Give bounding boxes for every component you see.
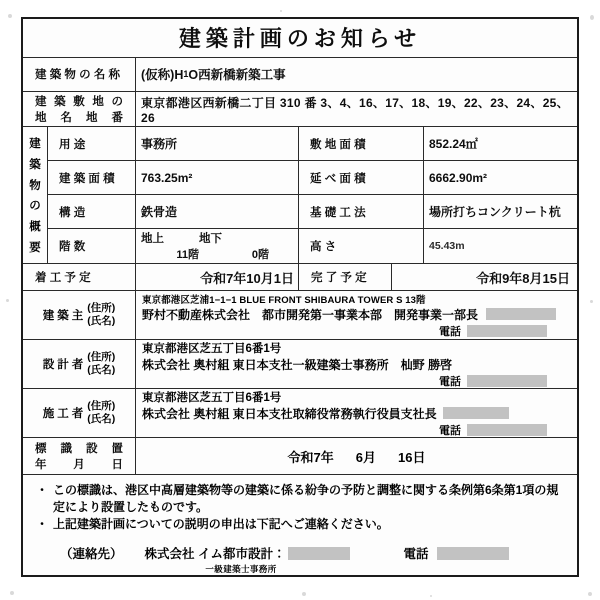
contact-org-main — [145, 544, 350, 562]
structure-label — [48, 195, 136, 228]
label-char: 物 — [29, 179, 41, 192]
designer-label — [23, 340, 136, 388]
label-char: 法 — [354, 206, 366, 219]
label-char: 定 — [355, 272, 367, 285]
label-char: 工 — [49, 272, 62, 285]
label-char: 積 — [354, 138, 366, 151]
tel-label: 電話 — [403, 547, 429, 561]
site-address-label — [23, 92, 136, 126]
building-name-superscript: 1 — [183, 69, 189, 80]
builder-tel — [142, 323, 571, 339]
sign-date-label-line1 — [28, 440, 130, 456]
use-value: 事務所 — [136, 127, 299, 160]
sign-date-day: 16日 — [398, 449, 426, 465]
label-char: 設 — [86, 443, 98, 456]
label-char: 物 — [64, 69, 76, 82]
start-date-value: 令和7年10月1日 — [136, 264, 299, 290]
label-char: 年 — [35, 459, 47, 472]
label-char: 日 — [111, 459, 123, 472]
label-char: 積 — [354, 172, 366, 185]
site-address-label-line2 — [28, 109, 130, 125]
name-kind-label: (氏名) — [87, 364, 116, 377]
sign-date-month: 6月 — [355, 449, 376, 465]
builder-body — [136, 291, 577, 339]
builder-address: 東京都港区芝浦1−1−1 BLUE FRONT SHIBAURA TOWER S 13階 — [142, 294, 426, 306]
designer-body — [136, 340, 577, 388]
sign-install-date-row — [23, 438, 577, 475]
sign-date-year: 令和7年 — [287, 449, 334, 465]
page-title: 建築計画のお知らせ — [178, 26, 422, 52]
address-kind-label: (住所) — [87, 301, 116, 314]
label-char: 要 — [29, 242, 41, 255]
total-floor-area-value: 6662.90m² — [429, 170, 488, 185]
use-and-site-area-row — [48, 127, 577, 161]
contractor-name-text: 株式会社 奥村組 東日本支社取締役常務執行役員支社長 — [142, 406, 437, 421]
building-outline-side-label — [23, 127, 48, 263]
label-char: 予 — [340, 272, 352, 285]
contact-organization — [145, 544, 350, 575]
tel-label: 電話 — [439, 375, 461, 388]
name-kind-label: (氏名) — [87, 413, 116, 426]
below-ground-label: 地下 — [199, 233, 222, 246]
builder-label — [23, 291, 136, 339]
label-char: 完 — [311, 272, 323, 285]
builder-name — [142, 306, 571, 323]
site-address-value: 東京都港区西新橋二丁目 310 番 3、4、16、17、18、19、22、23、24、25、26 — [141, 95, 569, 125]
designer-name-text: 株式会社 奥村組 東日本支社一級建築士事務所 杣野 勝啓 — [142, 357, 453, 372]
above-ground-label: 地上 — [141, 233, 164, 246]
label-char: 敷 — [310, 138, 322, 151]
designer-label-text: 設計者 — [42, 359, 87, 372]
contact-org-redaction — [288, 547, 350, 560]
contractor-row — [23, 389, 577, 438]
label-char: 地 — [324, 138, 337, 151]
label-char: 地 — [86, 112, 98, 125]
scan-speck — [590, 300, 593, 303]
label-char: 定 — [79, 272, 91, 285]
designer-name — [142, 356, 571, 373]
label-char: 称 — [108, 69, 121, 82]
label-char: 構 — [59, 206, 71, 219]
designer-address: 東京都港区芝五丁目6番1号 — [142, 342, 282, 355]
structure-value: 鉄骨造 — [136, 195, 299, 228]
builder-row — [23, 291, 577, 340]
scan-speck — [280, 10, 282, 12]
name-kind-label: (氏名) — [87, 315, 116, 328]
label-char: 敷 — [73, 96, 85, 109]
floors-label — [48, 229, 136, 263]
label-char: さ — [324, 241, 337, 254]
site-address-row — [23, 92, 577, 127]
above-ground-value: 11階 — [176, 249, 199, 262]
label-char: 概 — [29, 221, 41, 234]
scan-speck — [8, 14, 12, 18]
notes-section — [23, 475, 577, 575]
building-area-row — [48, 161, 577, 195]
scan-speck — [302, 592, 306, 596]
label-char: 築 — [49, 69, 62, 82]
label-char: 築 — [54, 96, 66, 109]
contractor-label-text: 施工者 — [42, 408, 87, 421]
finish-date-label — [299, 264, 392, 290]
builder-name-text: 野村不動産株式会社 都市開発第一事業本部 開発事業一部長 — [142, 307, 479, 322]
floors-counts — [141, 246, 279, 262]
note-item — [36, 482, 567, 515]
sign-install-date-label — [23, 438, 136, 474]
note-item — [36, 516, 567, 533]
scan-speck — [430, 595, 432, 597]
contractor-name — [142, 405, 571, 422]
designer-tel-redaction — [467, 375, 547, 387]
building-area-value: 763.25m² — [136, 161, 299, 194]
floors-and-height-row — [48, 229, 577, 263]
label-char: 月 — [73, 459, 85, 472]
label-char: べ — [324, 172, 337, 185]
building-name-row — [23, 58, 577, 92]
note-text: 上記建築計画についての説明の申出は下記へご連絡ください。 — [53, 517, 389, 532]
title-row — [23, 19, 577, 58]
height-label — [299, 229, 424, 263]
label-char: の — [29, 200, 41, 213]
contact-org-subtitle: 一級建築士事務所 — [205, 564, 277, 574]
contractor-tel-redaction — [467, 424, 547, 436]
label-char: 延 — [310, 172, 322, 185]
contractor-label — [23, 389, 136, 437]
label-char: 名 — [93, 69, 106, 82]
foundation-method-label — [299, 195, 424, 228]
contact-block — [36, 544, 567, 575]
tel-label: 電話 — [439, 424, 461, 437]
label-char: 置 — [111, 443, 123, 456]
contractor-body — [136, 389, 577, 437]
contractor-tel — [142, 422, 571, 438]
label-char: 番 — [111, 112, 123, 125]
label-char: 築 — [29, 158, 41, 171]
label-char: の — [79, 69, 91, 82]
label-char: 階 — [59, 241, 71, 254]
foundation-method-value: 場所打ちコンクリート杭 — [429, 205, 561, 220]
below-ground-value: 0階 — [251, 249, 269, 262]
building-name-suffix: O西新橋新築工事 — [188, 68, 286, 83]
label-char: 工 — [339, 206, 351, 219]
floors-labels — [141, 230, 269, 246]
label-char: 識 — [60, 443, 72, 456]
label-char: 面 — [339, 138, 351, 151]
builder-label-text: 建築主 — [42, 310, 87, 323]
site-area-label — [299, 127, 424, 160]
building-area-label — [48, 161, 136, 194]
contractor-name-redaction — [443, 407, 509, 419]
building-name-value — [136, 58, 577, 91]
floors-value — [136, 229, 299, 263]
contact-title: （連絡先） — [60, 547, 123, 561]
label-char: 建 — [29, 137, 41, 150]
construction-notice-board — [21, 17, 579, 577]
scan-speck — [588, 592, 592, 596]
bullet-icon: ・ — [36, 517, 49, 532]
structure-row — [48, 195, 577, 229]
height-value: 45.43m — [429, 240, 465, 253]
contractor-address: 東京都港区芝五丁目6番1号 — [142, 391, 282, 404]
contact-tel-redaction — [437, 547, 509, 560]
schedule-row — [23, 264, 577, 291]
total-floor-area-label — [299, 161, 424, 194]
contact-org-name: 株式会社 イム都市設計： — [144, 547, 286, 561]
address-kind-label: (住所) — [87, 399, 116, 412]
label-char: 積 — [103, 172, 115, 185]
label-char: 高 — [310, 241, 322, 254]
label-char: 建 — [35, 69, 47, 82]
label-char: 造 — [73, 206, 86, 219]
contact-tel — [404, 544, 509, 562]
site-area-value: 852.24㎡ — [429, 137, 478, 152]
label-char: の — [111, 96, 123, 109]
label-char: 建 — [35, 96, 47, 109]
scan-speck — [10, 591, 14, 595]
label-char: 途 — [73, 138, 86, 151]
sign-date-label-line2 — [28, 456, 130, 472]
label-char: 礎 — [324, 206, 337, 219]
label-char: 地 — [92, 96, 104, 109]
label-char: 予 — [64, 272, 76, 285]
label-char: 標 — [35, 443, 47, 456]
building-name-prefix: (仮称)H — [141, 68, 184, 83]
label-char: 了 — [325, 272, 338, 285]
scan-speck — [590, 15, 594, 20]
note-text: この標識は、港区中高層建築物等の建築に係る紛争の予防と調整に関する条例第6条第1項の規定により設置したものです。 — [53, 483, 559, 514]
building-outline-block — [23, 127, 577, 264]
site-address-label-line1 — [28, 93, 130, 109]
bullet-icon: ・ — [36, 483, 49, 498]
start-date-label — [23, 264, 136, 290]
label-char: 面 — [88, 172, 100, 185]
label-char: 地 — [35, 112, 47, 125]
label-char: 建 — [59, 172, 71, 185]
address-kind-label: (住所) — [87, 350, 116, 363]
scan-speck — [6, 299, 9, 302]
label-char: 面 — [339, 172, 351, 185]
designer-row — [23, 340, 577, 389]
building-name-label — [23, 58, 136, 91]
builder-name-redaction — [486, 308, 556, 320]
label-char: 用 — [59, 138, 71, 151]
label-char: 基 — [310, 206, 322, 219]
finish-date-value: 令和9年8月15日 — [476, 270, 570, 286]
designer-tel — [142, 373, 571, 389]
sign-install-date-value — [136, 438, 577, 474]
label-char: 着 — [35, 272, 47, 285]
label-char: 築 — [73, 172, 86, 185]
use-label — [48, 127, 136, 160]
tel-label: 電話 — [439, 325, 461, 338]
builder-tel-redaction — [467, 325, 547, 337]
label-char: 数 — [73, 241, 86, 254]
label-char: 名 — [60, 112, 72, 125]
